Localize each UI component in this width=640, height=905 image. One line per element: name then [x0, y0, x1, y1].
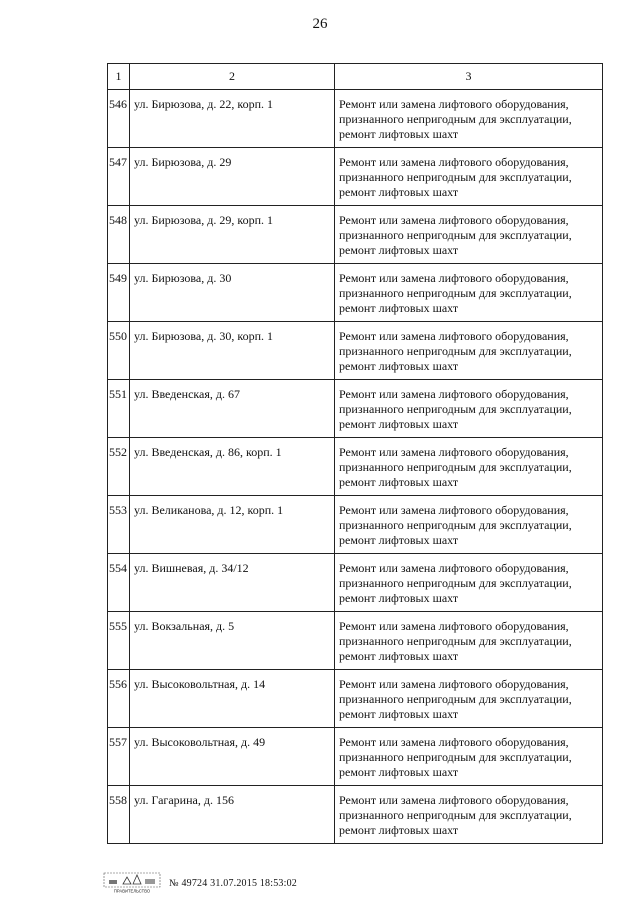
- row-address: ул. Вишневая, д. 34/12: [130, 554, 335, 612]
- row-address: ул. Бирюзова, д. 30: [130, 264, 335, 322]
- row-address: ул. Высоковольтная, д. 14: [130, 670, 335, 728]
- row-work-description: Ремонт или замена лифтового оборудования, признанного непригодным для эксплуатации, ремонт лифтовых шахт: [335, 670, 603, 728]
- row-address: ул. Введенская, д. 86, корп. 1: [130, 438, 335, 496]
- row-work-description: Ремонт или замена лифтового оборудования, признанного непригодным для эксплуатации, ремонт лифтовых шахт: [335, 728, 603, 786]
- row-work-description: Ремонт или замена лифтового оборудования, признанного непригодным для эксплуатации, ремонт лифтовых шахт: [335, 612, 603, 670]
- table-row: [108, 264, 603, 322]
- row-address: ул. Вокзальная, д. 5: [130, 612, 335, 670]
- row-work-description: Ремонт или замена лифтового оборудования, признанного непригодным для эксплуатации, ремонт лифтовых шахт: [335, 206, 603, 264]
- row-address: ул. Бирюзова, д. 30, корп. 1: [130, 322, 335, 380]
- registration-stamp: № 49724 31.07.2015 18:53:02: [169, 877, 297, 889]
- header-col-1: 1: [108, 64, 130, 90]
- row-number: 554: [108, 554, 130, 612]
- table-row: [108, 90, 603, 148]
- row-address: ул. Бирюзова, д. 22, корп. 1: [130, 90, 335, 148]
- row-number: 547: [108, 148, 130, 206]
- row-address: ул. Бирюзова, д. 29, корп. 1: [130, 206, 335, 264]
- table-row: [108, 380, 603, 438]
- table-row: [108, 496, 603, 554]
- row-number: 549: [108, 264, 130, 322]
- row-address: ул. Высоковольтная, д. 49: [130, 728, 335, 786]
- row-address: ул. Бирюзова, д. 29: [130, 148, 335, 206]
- page-number: 26: [312, 16, 328, 32]
- government-stamp-logo-icon: [103, 872, 161, 894]
- row-number: 555: [108, 612, 130, 670]
- table-row: [108, 206, 603, 264]
- row-number: 556: [108, 670, 130, 728]
- row-work-description: Ремонт или замена лифтового оборудования, признанного непригодным для эксплуатации, ремонт лифтовых шахт: [335, 264, 603, 322]
- table-row: [108, 554, 603, 612]
- row-number: 548: [108, 206, 130, 264]
- row-address: ул. Великанова, д. 12, корп. 1: [130, 496, 335, 554]
- row-work-description: Ремонт или замена лифтового оборудования, признанного непригодным для эксплуатации, ремонт лифтовых шахт: [335, 90, 603, 148]
- row-number: 546: [108, 90, 130, 148]
- logo-caption: ПРАВИТЕЛЬСТВО: [113, 888, 151, 894]
- row-work-description: Ремонт или замена лифтового оборудования, признанного непригодным для эксплуатации, ремонт лифтовых шахт: [335, 148, 603, 206]
- works-table: [107, 63, 603, 844]
- table-row: [108, 728, 603, 786]
- row-number: 550: [108, 322, 130, 380]
- row-number: 558: [108, 786, 130, 844]
- table-row: [108, 438, 603, 496]
- table-row: [108, 786, 603, 844]
- row-address: ул. Гагарина, д. 156: [130, 786, 335, 844]
- table-row: [108, 612, 603, 670]
- row-address: ул. Введенская, д. 67: [130, 380, 335, 438]
- table-row: [108, 322, 603, 380]
- row-work-description: Ремонт или замена лифтового оборудования, признанного непригодным для эксплуатации, ремонт лифтовых шахт: [335, 380, 603, 438]
- row-work-description: Ремонт или замена лифтового оборудования, признанного непригодным для эксплуатации, ремонт лифтовых шахт: [335, 496, 603, 554]
- header-col-3: 3: [335, 64, 603, 90]
- row-number: 553: [108, 496, 130, 554]
- row-work-description: Ремонт или замена лифтового оборудования, признанного непригодным для эксплуатации, ремонт лифтовых шахт: [335, 786, 603, 844]
- row-number: 551: [108, 380, 130, 438]
- row-work-description: Ремонт или замена лифтового оборудования, признанного непригодным для эксплуатации, ремонт лифтовых шахт: [335, 438, 603, 496]
- header-col-2: 2: [130, 64, 335, 90]
- table-header-row: [108, 64, 603, 90]
- row-work-description: Ремонт или замена лифтового оборудования, признанного непригодным для эксплуатации, ремонт лифтовых шахт: [335, 322, 603, 380]
- table-row: [108, 670, 603, 728]
- row-number: 552: [108, 438, 130, 496]
- row-number: 557: [108, 728, 130, 786]
- table-row: [108, 148, 603, 206]
- document-footer: [103, 872, 297, 894]
- row-work-description: Ремонт или замена лифтового оборудования, признанного непригодным для эксплуатации, ремонт лифтовых шахт: [335, 554, 603, 612]
